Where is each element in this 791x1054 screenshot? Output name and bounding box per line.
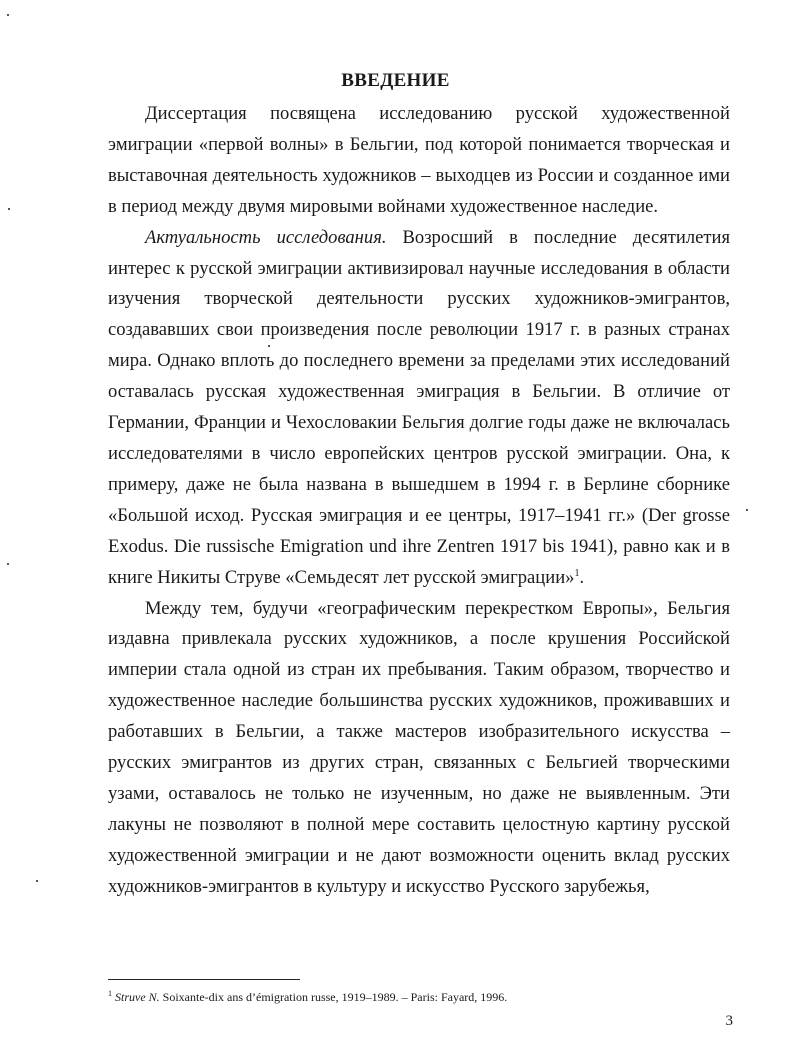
page-title: ВВЕДЕНИЕ [341,70,450,91]
scan-speck [746,509,748,511]
footnote-reference: 1 [574,567,580,579]
scan-speck [7,14,9,16]
relevance-lead: Актуальность исследования. [145,226,387,248]
paragraph-relevance [108,223,730,594]
body-text [108,99,730,903]
scan-speck [36,880,38,882]
footnote-mark: 1 [108,989,112,998]
footnote-text: Soixante-dix ans d’émigration russe, 1919–1989. – Paris: Fayard, 1996. [159,990,508,1004]
footnote [108,989,748,1005]
scan-speck [7,563,9,565]
page-number: 3 [725,1013,733,1029]
scan-speck [8,208,10,210]
relevance-body: Возросший в последние десятилетия интерес к русской эмиграции активизировал научные исследования в области изучения творческой деятельности русских художников-эмигрантов, создававших свои произведения после революции 1917 г. в разных странах мира. Однако вплоть до последнего времени за пределами этих исследований оставалась русская художественная эмиграция в Бельгии. В отличие от Германии, Франции и Чехословакии Бельгия долгие годы даже не включалась исследователями в число европейских центров русской эмиграции. Она, к примеру, даже не была названа в вышедшем в 1994 г. в Берлине сборнике «Большой исход. Русская эмиграция и ее центры, 1917–1941 гг.» (Der grosse Exodus. Die russische Emigration und ihre Zentren 1917 bis 1941), равно как и в книге Никиты Струве «Семьдесят лет русской эмиграции» [108,226,731,588]
paragraph-intro: Диссертация посвящена исследованию русской художественной эмиграции «первой волны» в Бельгии, под которой понимается творческая и выставочная деятельность художников – выходцев из России и созданное ими в период между двумя мировыми войнами художественное наследие. [108,103,730,217]
scan-speck [268,345,270,347]
footnote-divider [108,979,300,980]
paragraph-meanwhile: Между тем, будучи «географическим перекрестком Европы», Бельгия издавна привлекала русских художников, а после крушения Российской империи стала одной из стран их пребывания. Таким образом, творчество и художественное наследие большинства русских художников, проживавших и работавших в Бельгии, а также мастеров изобразительного искусства – русских эмигрантов из других стран, связанных с Бельгией творческими узами, оставалось не только не изученным, но даже не выявленным. Эти лакуны не позволяют в полной мере составить целостную картину русской художественной эмиграции и не дают возможности оценить вклад русских художников-эмигрантов в культуру и искусство Русского зарубежья, [108,597,730,897]
relevance-end: . [579,566,585,588]
footnote-author: Struve N. [115,990,160,1004]
